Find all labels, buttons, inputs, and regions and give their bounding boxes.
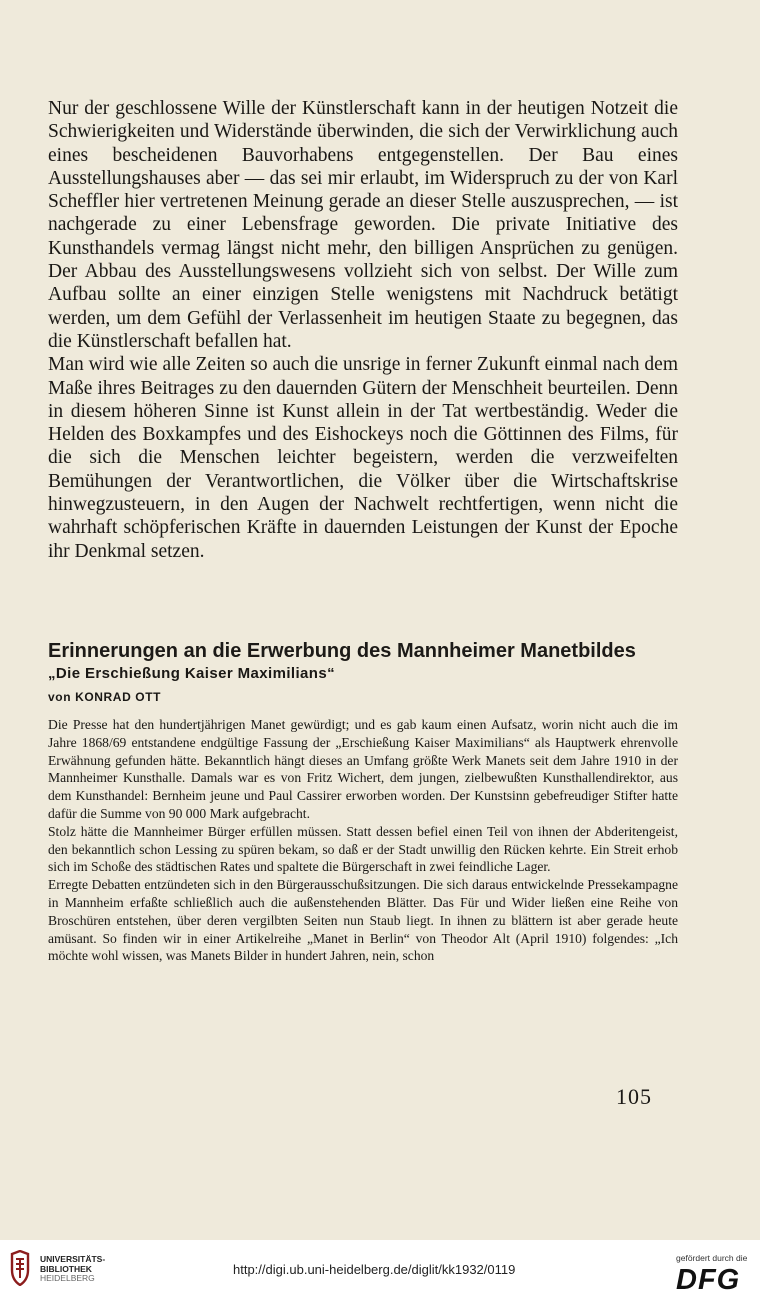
library-name-line-3: HEIDELBERG — [40, 1273, 95, 1283]
article-paragraph-3: Erregte Debatten entzündeten sich in den Bürgerausschußsitzungen. Die sich daraus entwickelnde Pressekampagne in Mannheim erfaßte schließlich auch die außenstehenden Blätter. Das Für und Wider ließen eine Reihe von Broschüren entstehen, über deren vergilbten Seiten nun Staub liegt. In ihnen zu blättern ist aber gerade heute amüsant. So finden wir in einer Artikelreihe „Manet in Berlin“ von Theodor Alt (April 1910) folgendes: „Ich möchte wohl wissen, was Manets Bilder in hundert Jahren, nein, schon — [48, 877, 678, 964]
essay-paragraph-1: Nur der geschlossene Wille der Künstlerschaft kann in der heutigen Notzeit die Schwierigkeiten und Widerstände überwinden, die sich der Verwirklichung auch eines bescheidenen Bauvorhabens entgegenstellen. Der Bau eines Ausstellungshauses aber — das sei mir erlaubt, im Widerspruch zu der von Karl Scheffler hier vertretenen Meinung gerade an dieser Stelle auszusprechen, — ist nachgerade zu einer Lebensfrage geworden. Die private Initiative des Kunsthandels vermag längst nicht mehr, den billigen Ansprüchen zu genügen. Der Abbau des Ausstellungswesens vollzieht sich von selbst. Der Wille zum Aufbau sollte an einer einzigen Stelle wenigstens mit Nachdruck betätigt werden, um dem Gefühl der Verlassenheit im heutigen Staate zu begegnen, das die Künstlerschaft befallen hat. — [48, 98, 678, 352]
digitization-footer — [0, 1240, 760, 1303]
funding-caption: gefördert durch die — [676, 1253, 748, 1263]
library-name-line-2: BIBLIOTHEK — [40, 1263, 92, 1274]
dfg-logo: DFG — [676, 1264, 741, 1296]
essay-body — [48, 97, 678, 563]
library-name-line-1: UNIVERSITÄTS- — [40, 1254, 106, 1264]
essay-paragraph-2: Man wird wie alle Zeiten so auch die unsrige in ferner Zukunft einmal nach dem Maße ihres Beitrages zu den dauernden Gütern der Menschheit beurteilen. Denn in diesem höheren Sinne ist Kunst allein in der Tat wertbeständig. Weder die Helden des Boxkampfes und des Eishockeys noch die Göttinnen des Films, für die sich die Menschen leichter begeistern, werden die verzweifelten Bemühungen der Verantwortlichen, die Völker über die Wirtschaftskrise hinwegzusteuern, in den Augen der Nachwelt rechtfertigen, wenn nicht die wahrhaft schöpferischen Kräfte in dauernden Leistungen der Kunst der Epoche ihr Denkmal setzen. — [48, 354, 678, 562]
article-title: Erinnerungen an die Erwerbung des Mannheimer Manetbildes — [48, 640, 636, 662]
library-name — [40, 1255, 105, 1284]
article-paragraph-1: Die Presse hat den hundertjährigen Manet gewürdigt; und es gab kaum einen Aufsatz, worin nicht auch die im Jahre 1868/69 entstandene endgültige Fassung der „Erschießung Kaiser Maximilians“ als Hauptwerk ehrenvolle Erwähnung gefunden hätte. Bekanntlich hängt dieses an Umfang größte Werk Manets seit dem Jahre 1910 in der Mannheimer Kunsthalle. Damals war es von Fritz Wichert, dem jungen, zielbewußten Kunsthallendirektor, aus dem Kunsthandel: Bernheim jeune und Paul Cassirer erworben worden. Der Kunstsinn gebefreudiger Stifter hatte dafür die Summe von 90 000 Mark aufgebracht. — [48, 717, 678, 821]
article-body — [48, 716, 678, 965]
article-paragraph-2: Stolz hätte die Mannheimer Bürger erfüllen müssen. Statt dessen befiel einen Teil von ihnen der Abderitengeist, den bekanntlich schon Lessing zu spüren bekam, so daß er der Stadt unwillig den Rücken kehrte. Ein Streit erhob sich im Schoße des städtischen Rates und spaltete die Bürgerschaft in zwei feindliche Lager. — [48, 823, 678, 875]
university-library-logo-icon — [8, 1250, 32, 1286]
permalink-url[interactable]: http://digi.ub.uni-heidelberg.de/diglit/kk1932/0119 — [233, 1262, 516, 1277]
page-number: 105 — [616, 1084, 652, 1109]
article-author: von KONRAD OTT — [48, 690, 162, 704]
article-subtitle: „Die Erschießung Kaiser Maximilians“ — [48, 665, 335, 682]
